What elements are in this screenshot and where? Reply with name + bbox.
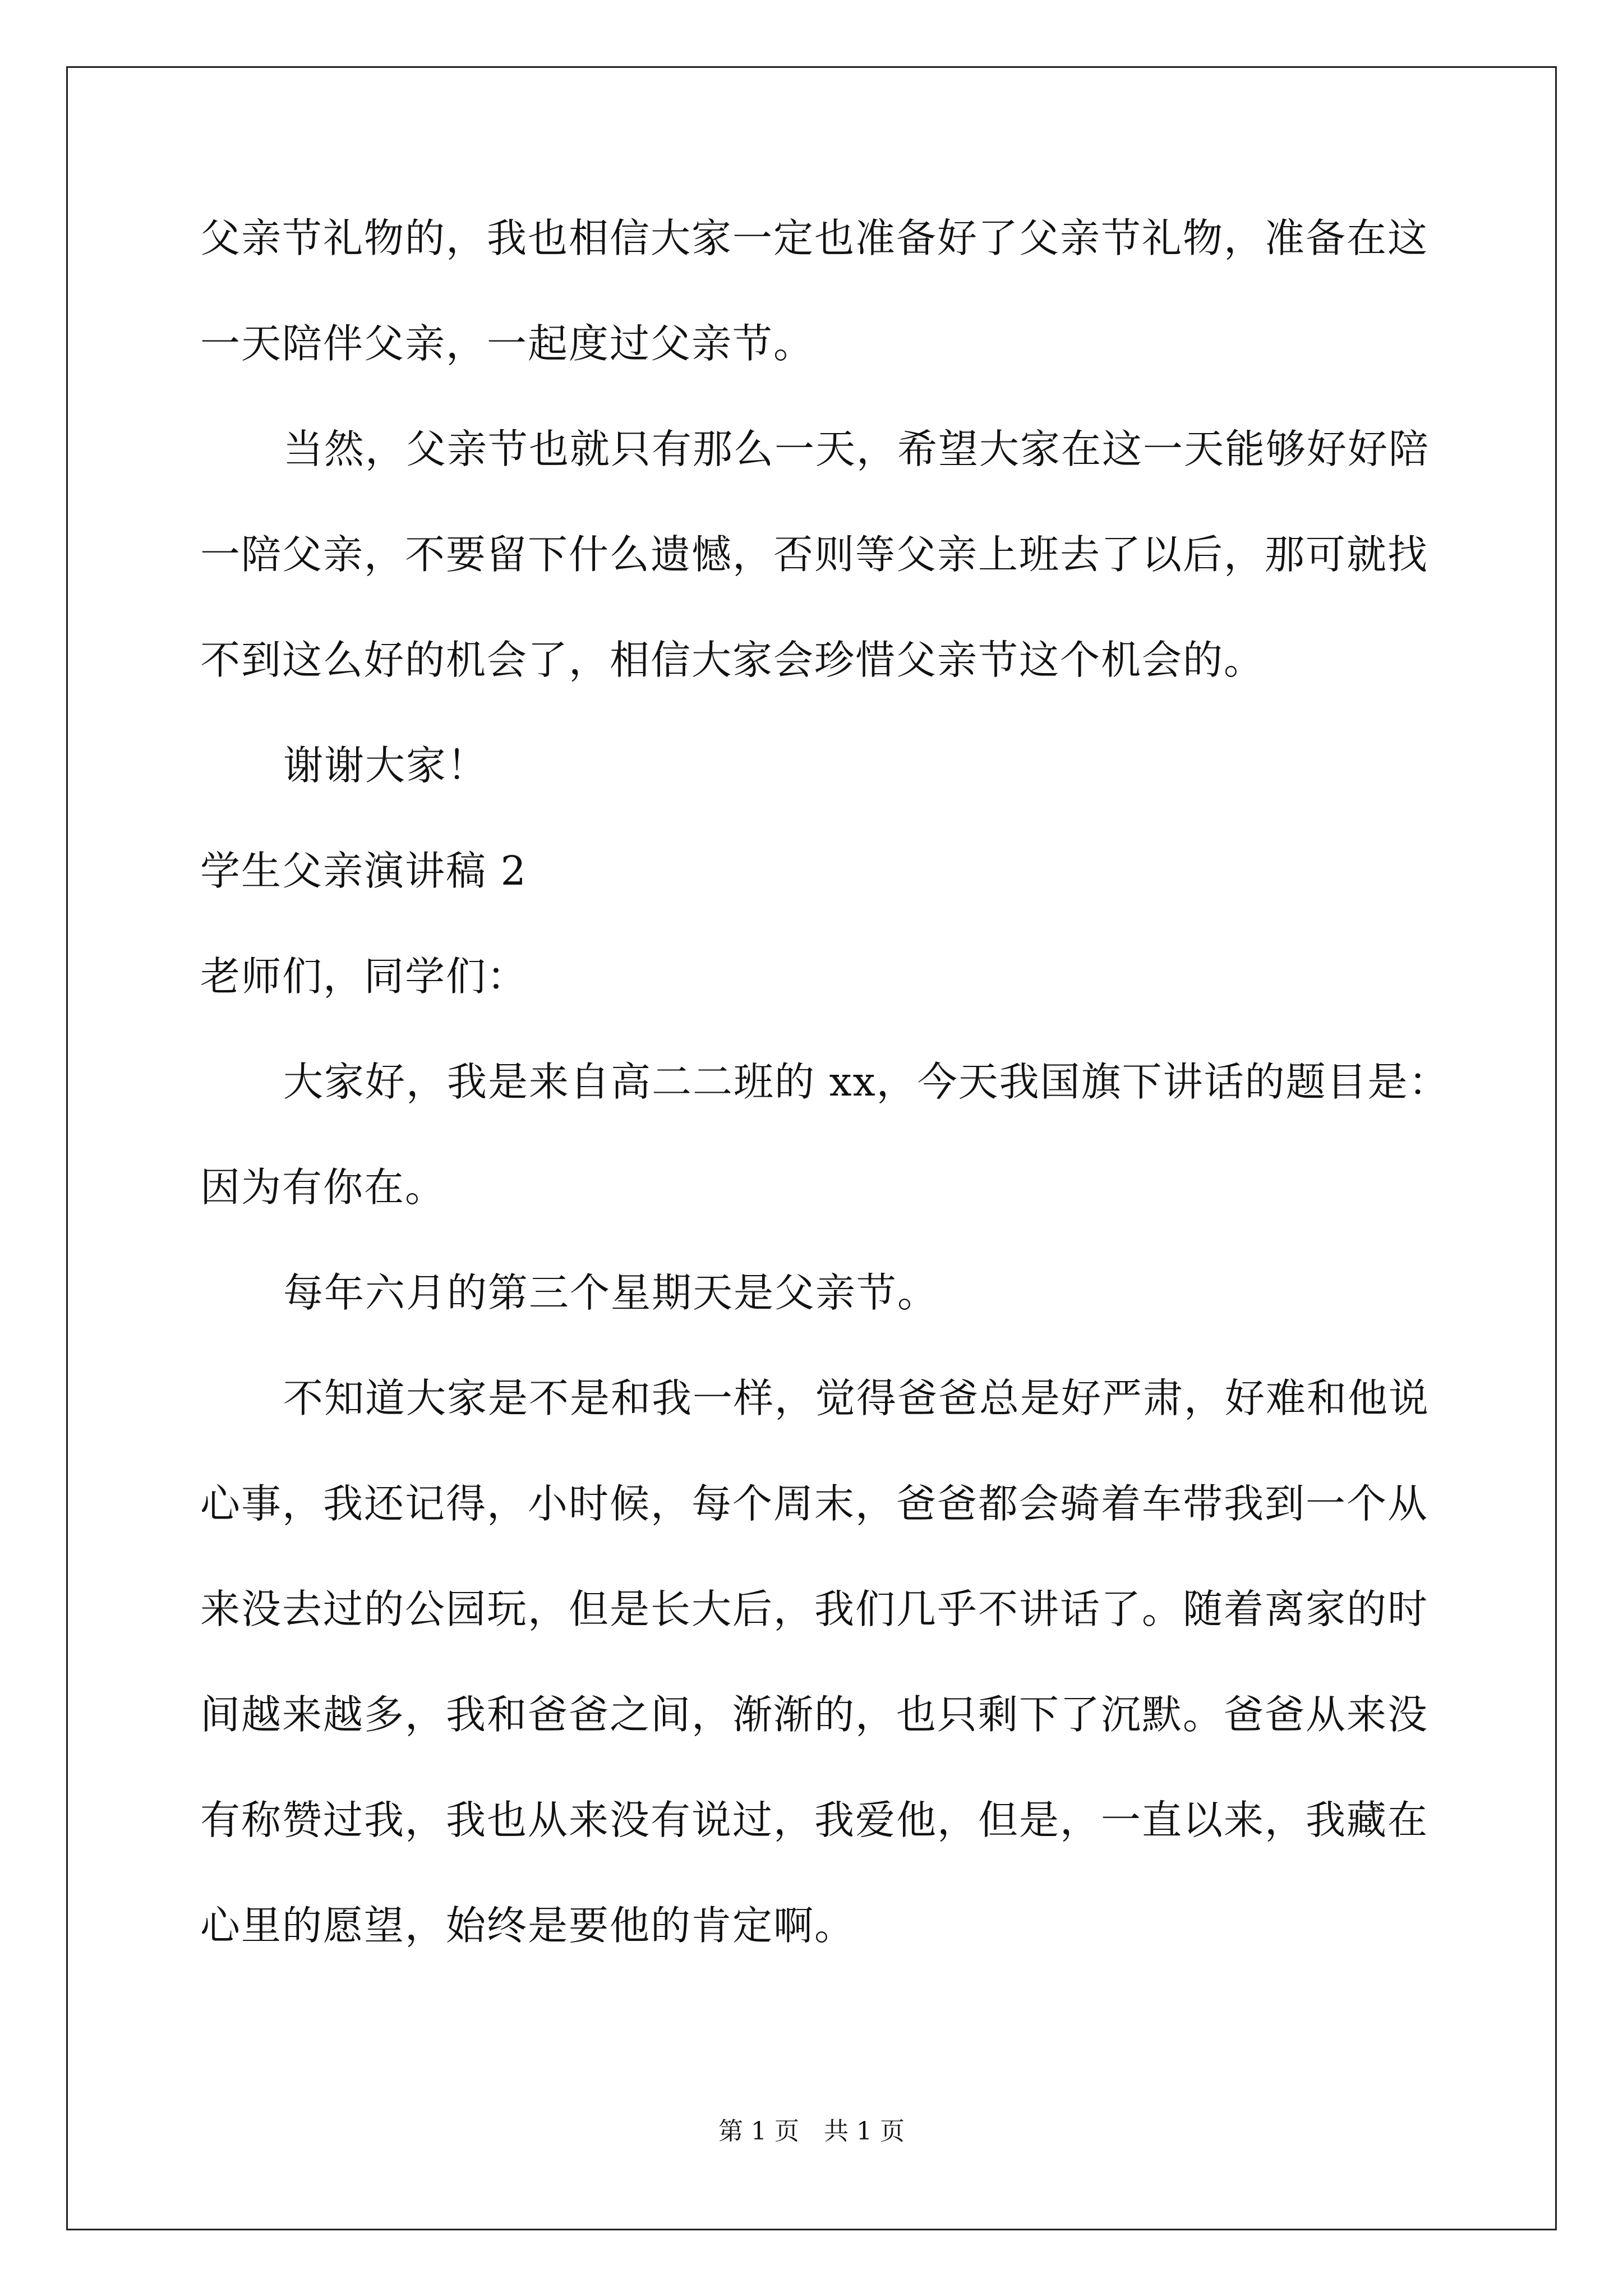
paragraph-line: 心事，我还记得，小时候，每个周末，爸爸都会骑着车带我到一个从 — [200, 1480, 1429, 1527]
paragraph-line: 因为有你在。 — [200, 1164, 446, 1211]
paragraph-line: 父亲节礼物的，我也相信大家一定也准备好了父亲节礼物，准备在这 — [200, 215, 1429, 261]
salutation: 老师们，同学们： — [200, 953, 528, 1000]
closing-line: 谢谢大家！ — [283, 742, 488, 789]
paragraph-line: 当然，父亲节也就只有那么一天，希望大家在这一天能够好好陪 — [283, 426, 1430, 472]
paragraph-line: 间越来越多，我和爸爸之间，渐渐的，也只剩下了沉默。爸爸从来没 — [200, 1691, 1429, 1738]
paragraph-line: 心里的愿望，始终是要他的肯定啊。 — [200, 1902, 856, 1949]
paragraph-line: 大家好，我是来自高二二班的 xx，今天我国旗下讲话的题目是： — [283, 1059, 1450, 1105]
paragraph-line: 每年六月的第三个星期天是父亲节。 — [283, 1269, 939, 1316]
paragraph-line: 来没去过的公园玩，但是长大后，我们几乎不讲话了。随着离家的时 — [200, 1586, 1429, 1632]
page-footer — [0, 2115, 1623, 2148]
paragraph-line: 一陪父亲，不要留下什么遗憾，否则等父亲上班去了以后，那可就找 — [200, 531, 1429, 578]
section-heading: 学生父亲演讲稿 2 — [200, 848, 527, 894]
paragraph-line: 有称赞过我，我也从来没有说过，我爱他，但是，一直以来，我藏在 — [200, 1797, 1429, 1843]
page-total: 共 1 页 — [824, 2117, 905, 2146]
page-number: 第 1 页 — [718, 2117, 799, 2146]
paragraph-line: 一天陪伴父亲，一起度过父亲节。 — [200, 320, 815, 367]
paragraph-line: 不到这么好的机会了，相信大家会珍惜父亲节这个机会的。 — [200, 637, 1265, 683]
paragraph-line: 不知道大家是不是和我一样，觉得爸爸总是好严肃，好难和他说 — [283, 1375, 1430, 1421]
